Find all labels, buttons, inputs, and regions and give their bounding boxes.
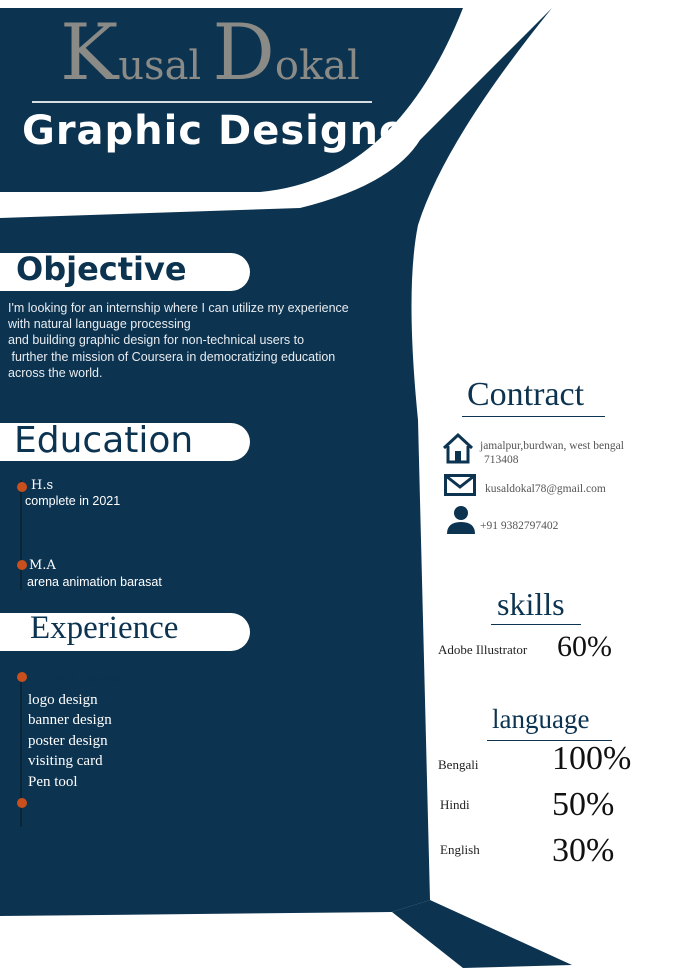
person-icon bbox=[446, 504, 476, 534]
contact-underline bbox=[462, 416, 605, 417]
home-icon bbox=[442, 432, 474, 464]
job-title: Graphic Designer bbox=[22, 108, 428, 154]
name-first-initial: K bbox=[60, 8, 119, 98]
language-percent: 100% bbox=[552, 740, 632, 777]
timeline-dot bbox=[17, 798, 27, 808]
skills-heading: skills bbox=[497, 586, 565, 622]
mail-icon bbox=[444, 474, 476, 496]
timeline-dot bbox=[17, 560, 27, 570]
experience-item: poster design bbox=[28, 733, 108, 749]
language-heading: language bbox=[492, 704, 590, 734]
contact-address-line2: 713408 bbox=[484, 454, 519, 466]
full-name bbox=[60, 8, 360, 98]
name-first-rest: usal bbox=[118, 43, 202, 89]
contact-email[interactable]: kusaldokal78@gmail.com bbox=[485, 483, 606, 495]
language-name: Hindi bbox=[440, 797, 470, 812]
bottom-wedge bbox=[392, 900, 572, 968]
experience-item: Pen tool bbox=[28, 774, 78, 790]
experience-item: logo design bbox=[28, 692, 98, 708]
objective-heading: Objective bbox=[16, 250, 187, 288]
skill-percent: 60% bbox=[557, 630, 612, 663]
experience-heading: Experience bbox=[30, 610, 179, 646]
contact-address-line1: jamalpur,burdwan, west bengal bbox=[480, 440, 624, 452]
language-percent: 50% bbox=[552, 786, 615, 823]
language-name: English bbox=[440, 842, 480, 857]
education-level: H.s bbox=[31, 478, 54, 493]
education-heading: Education bbox=[14, 420, 194, 461]
skill-name: Adobe Illustrator bbox=[438, 642, 528, 657]
name-underline bbox=[32, 101, 372, 103]
objective-text: I'm looking for an internship where I can utilize my experience with natural language processing and building graphic design for non-technical users to further the mission of Coursera in democratizing education across the world. bbox=[8, 301, 349, 380]
experience-item: visiting card bbox=[28, 753, 103, 769]
education-detail: arena animation barasat bbox=[27, 575, 162, 589]
timeline-dot bbox=[17, 482, 27, 492]
language-name: Bengali bbox=[438, 757, 479, 772]
language-percent: 30% bbox=[552, 832, 615, 869]
education-detail: complete in 2021 bbox=[25, 494, 121, 508]
education-level: M.A bbox=[29, 558, 56, 573]
skills-underline bbox=[491, 624, 581, 625]
timeline-dot bbox=[17, 672, 27, 682]
name-last-initial: D bbox=[212, 8, 275, 98]
contact-phone: +91 9382797402 bbox=[480, 520, 559, 532]
experience-role: Adobe Illustrator bbox=[33, 670, 123, 685]
experience-role-suffix: : bbox=[145, 668, 150, 684]
education-timeline bbox=[20, 480, 22, 590]
contact-heading: Contract bbox=[467, 376, 585, 413]
name-last-rest: okal bbox=[274, 43, 360, 89]
experience-item: banner design bbox=[28, 712, 112, 728]
